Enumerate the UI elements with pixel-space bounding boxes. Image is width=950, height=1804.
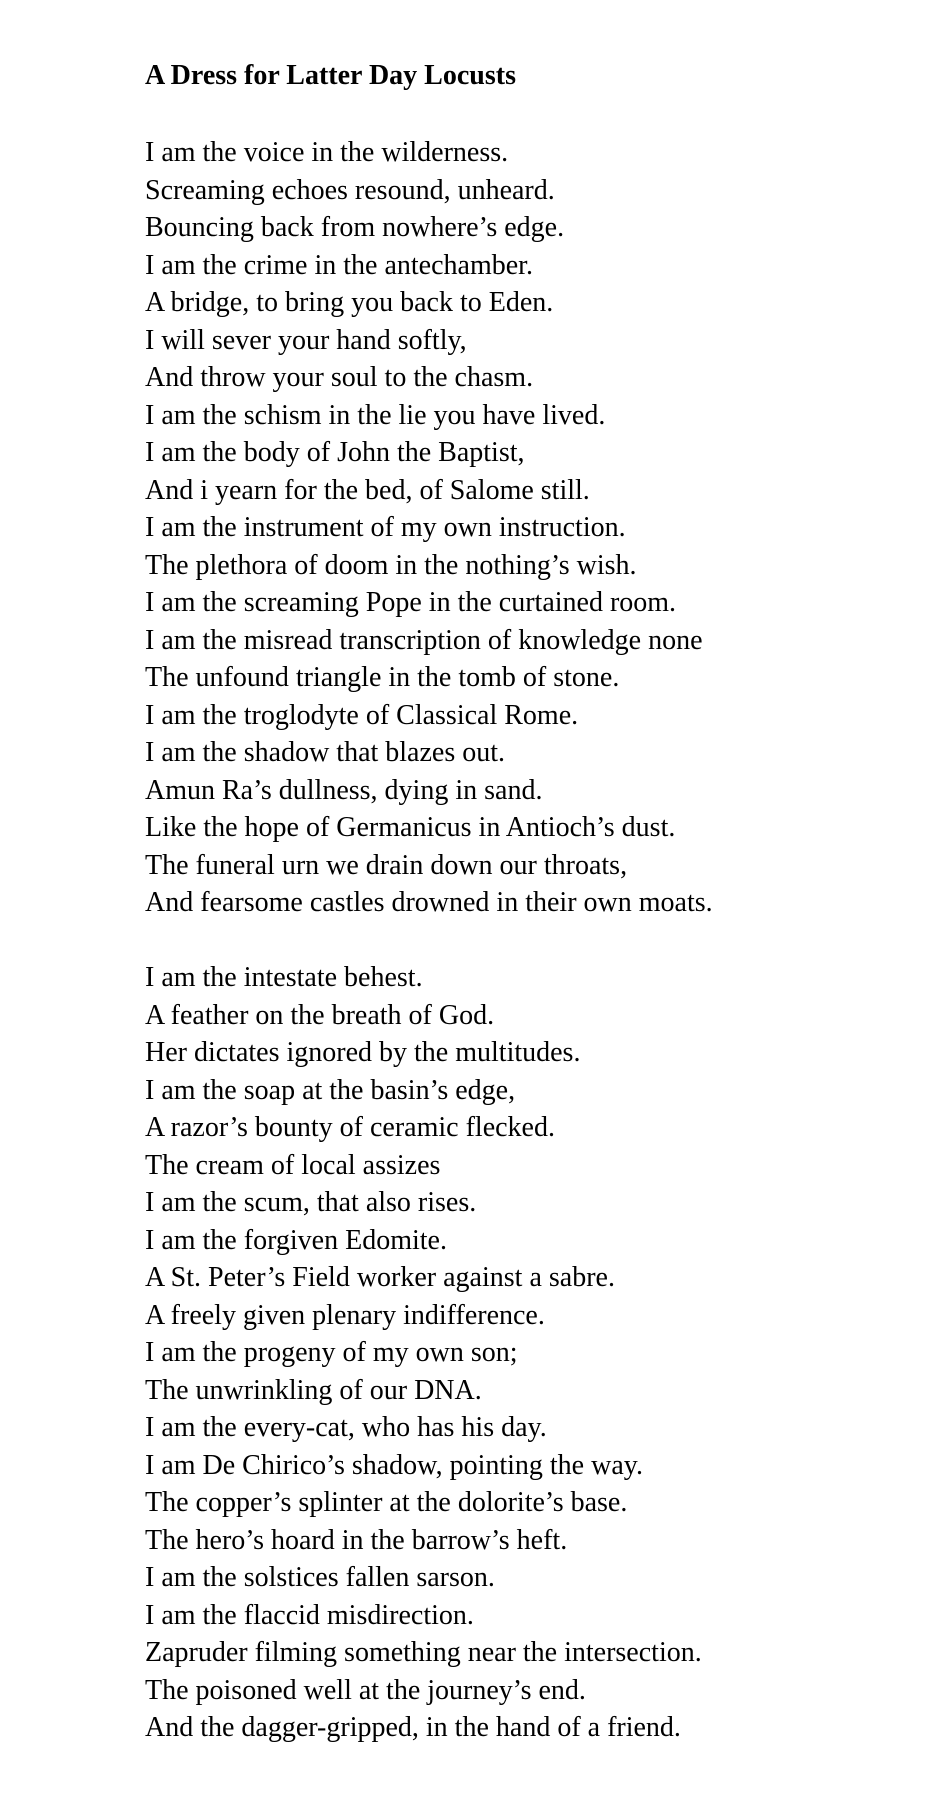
poem-line: Her dictates ignored by the multitudes. (145, 1037, 581, 1068)
stanza-2 (145, 959, 702, 1747)
poem-line: I am the forgiven Edomite. (145, 1224, 447, 1256)
poem-line: Screaming echoes resound, unheard. (145, 174, 555, 206)
poem-line: The hero’s hoard in the barrow’s heft. (145, 1524, 568, 1556)
poem-line: I am the troglodyte of Classical Rome. (145, 699, 579, 731)
poem-line: I am the crime in the antechamber. (145, 249, 533, 281)
poem-line: And throw your soul to the chasm. (145, 362, 534, 393)
poem-line: Zapruder filming something near the intersection. (145, 1637, 702, 1668)
poem-line: I am the screaming Pope in the curtained room. (145, 587, 677, 618)
poem-line: I am the progeny of my own son; (145, 1337, 518, 1368)
poem-line: I am the body of John the Baptist, (145, 437, 525, 468)
poem-title: A Dress for Latter Day Locusts (145, 60, 516, 91)
poem-line: And i yearn for the bed, of Salome still. (145, 474, 590, 506)
poem-line: I am the soap at the basin’s edge, (145, 1074, 516, 1106)
poem-line: A bridge, to bring you back to Eden. (145, 287, 554, 318)
poem-line: Like the hope of Germanicus in Antioch’s dust. (145, 812, 676, 843)
poem-line: A razor’s bounty of ceramic flecked. (145, 1112, 555, 1143)
poem-line: I will sever your hand softly, (145, 324, 467, 356)
stanza-1 (145, 134, 713, 922)
poem-line: I am the schism in the lie you have lived. (145, 399, 606, 431)
poem-line: I am the scum, that also rises. (145, 1187, 477, 1218)
poem-line: The unwrinkling of our DNA. (145, 1374, 482, 1406)
poem-line: Amun Ra’s dullness, dying in sand. (145, 774, 543, 806)
poem-line: The copper’s splinter at the dolorite’s base. (145, 1487, 628, 1518)
poem-line: A freely given plenary indifference. (145, 1299, 545, 1331)
poem-line: I am the instrument of my own instruction. (145, 512, 626, 543)
poem-line: Bouncing back from nowhere’s edge. (145, 212, 565, 243)
poem-line: The plethora of doom in the nothing’s wish. (145, 549, 637, 581)
poem-line: I am the every-cat, who has his day. (145, 1412, 547, 1443)
poem-line: I am the solstices fallen sarson. (145, 1562, 495, 1593)
poem-line: And fearsome castles drowned in their own moats. (145, 887, 713, 918)
poem-line: The funeral urn we drain down our throats, (145, 849, 628, 881)
poem-line: I am the shadow that blazes out. (145, 737, 506, 768)
poem-line: I am the voice in the wilderness. (145, 137, 509, 168)
poem-line: I am the intestate behest. (145, 962, 423, 993)
poem-line: A feather on the breath of God. (145, 999, 495, 1031)
poem-line: I am the misread transcription of knowledge none (145, 624, 703, 656)
poem-line: And the dagger-gripped, in the hand of a friend. (145, 1712, 681, 1743)
poem-line: I am De Chirico’s shadow, pointing the way. (145, 1449, 643, 1481)
poem-line: I am the flaccid misdirection. (145, 1599, 474, 1631)
poem-line: The cream of local assizes (145, 1149, 441, 1181)
poem-line: The poisoned well at the journey’s end. (145, 1674, 586, 1706)
poem-line: A St. Peter’s Field worker against a sabre. (145, 1262, 615, 1293)
poem-line: The unfound triangle in the tomb of stone. (145, 662, 620, 693)
